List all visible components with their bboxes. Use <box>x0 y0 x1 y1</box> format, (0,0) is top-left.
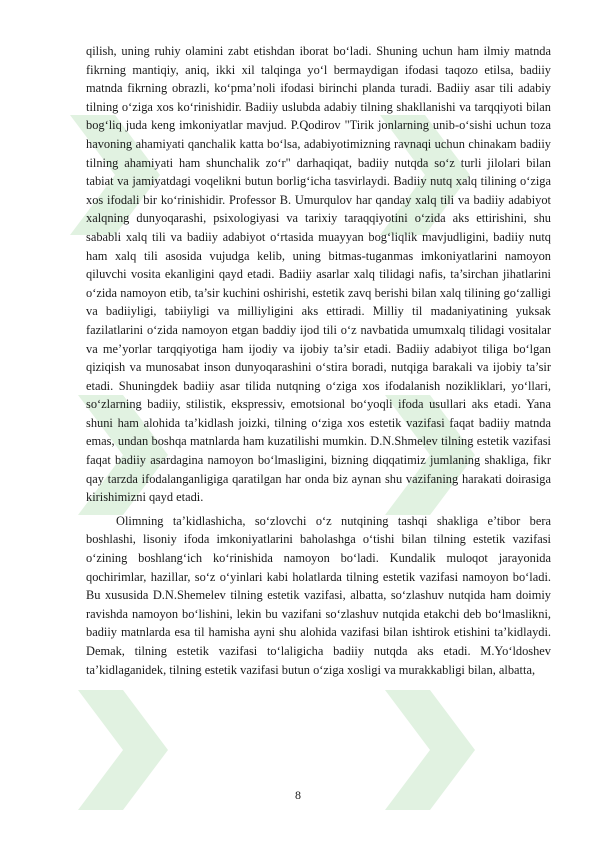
page-body-text <box>86 42 551 679</box>
page-number: 8 <box>295 788 301 802</box>
paragraph: qilish, uning ruhiy olamini zabt etishdan iborat bo‘ladi. Shuning uchun ham ilmiy matnda fikrning mantiqiy, aniq, ikki xil talqinga yo‘l bermaydigan ifodasi taqozo etilsa, badiiy matnda fikrning obrazli, ko‘pma’noli ifodasi birinchi planda turadi. Badiiy asar tili adabiy tilning o‘ziga xos ko‘rinishidir. Badiiy uslubda adabiy tilning shakllanishi va tarqqiyoti bilan bog‘liq juda keng imkoniyatlar mavjud. P.Qodirov "Tirik jonlarning unib-o‘sishi uchun toza havoning ahamiyati qanchalik katta bo‘lsa, adabiyotimizning ravnaqi uchun chinakam badiiy tilning ahamiyati ham shunchalik zo‘r" darhaqiqat, badiiy nutqda so‘z turli jilolari bilan tabiat va jamiyatdagi voqelikni butun borlig‘icha tasvirlaydi. Badiiy nutq xalq tilining o‘ziga xos ifodali bir ko‘rinishidir. Professor B. Umurqulov har qanday xalq tili va badiiy adabiyot xalqning dunyoqarashi, psixologiyasi va tarixiy taraqqiyotini o‘zida aks ettirishini, shu sababli xalq tili va badiiy adabiyot o‘rtasida muayyan bog‘liqlik mavjudligini, badiiy nutq ham xalq tili asosida vujudga kelib, uning bitmas-tuganmas imkoniyatlarini namoyon qiluvchi vosita ekanligini qayd etadi. Badiiy asarlar xalq tilidagi nafis, ta’sirchan jihatlarini o‘zida namoyon etib, ta’sir kuchini oshirishi, estetik zavq berishi bilan xalq tilining go‘zalligi va badiiyligi, tabiiyligi va milliyligini aks ettiradi. Milliy til madaniyatining yuksak fazilatlarini o‘zida namoyon etgan baddiy ijod tili o‘z navbatida umumxalq tilidagi vositalar va me’yorlar tarqqiyotiga ham ijodiy va ijobiy ta’sir etadi. Badiiy adabiyot tiliga bo‘lgan qiziqish va munosabat inson dunyoqarashini o‘stira boradi, nutqiga barakali va ijobiy ta’sir etadi. Shuningdek badiiy asar tilida nutqning o‘ziga xos ifodalanish nozikliklari, yo‘llari, so‘zlarning badiiy, stilistik, ekspressiv, emotsional bo‘yoqli ifoda usullari aks etadi. Yana shuni ham alohida ta’kidlash joizki, tilning o‘ziga xos estetik vazifasi faqat badiiy matnda emas, undan boshqa matnlarda ham kuzatilishi mumkin. D.N.Shmelev tilning estetik vazifasi faqat badiiy asardagina namoyon bo‘lmasligini, bizning diqqatimiz jumlaning shakliga, fikr qay tarzda ifodalanganligiga qaratilgan har onda biz aynan shu vazifaning harakati doirasiga kirishimizni qayd etadi. <box>86 44 551 505</box>
paragraph: Olimning ta’kidlashicha, so‘zlovchi o‘z nutqining tashqi shakliga e’tibor bera boshlashi, lisoniy ifoda imkoniyatlarini baholashga o‘tishi bilan tilning estetik vazifasi o‘zining boshlang‘ich ko‘rinishida namoyon bo‘ladi. Kundalik muloqot jarayonida qochirimlar, hazillar, so‘z o‘yinlari kabi holatlarda tilning estetik vazifasi namoyon bo‘ladi. Bu xususida D.N.Shemelev tilning estetik vazifasi, albatta, so‘zlashuv nutqida ham doimiy ravishda namoyon bo‘lishini, lekin bu vazifani so‘zlashuv nutqida etakchi deb bo‘lmaslikni, badiiy matnlarda esa til hamisha ayni shu alohida vazifasi bilan ishtirok etishini ta’kidlaydi. Demak, tilning estetik vazifasi to‘laligicha badiiy nutqda aks etadi. M.Yo‘ldoshev ta’kidlaganidek, tilning estetik vazifasi butun o‘ziga xosligi va murakkabligi bilan, albatta, <box>86 513 551 677</box>
